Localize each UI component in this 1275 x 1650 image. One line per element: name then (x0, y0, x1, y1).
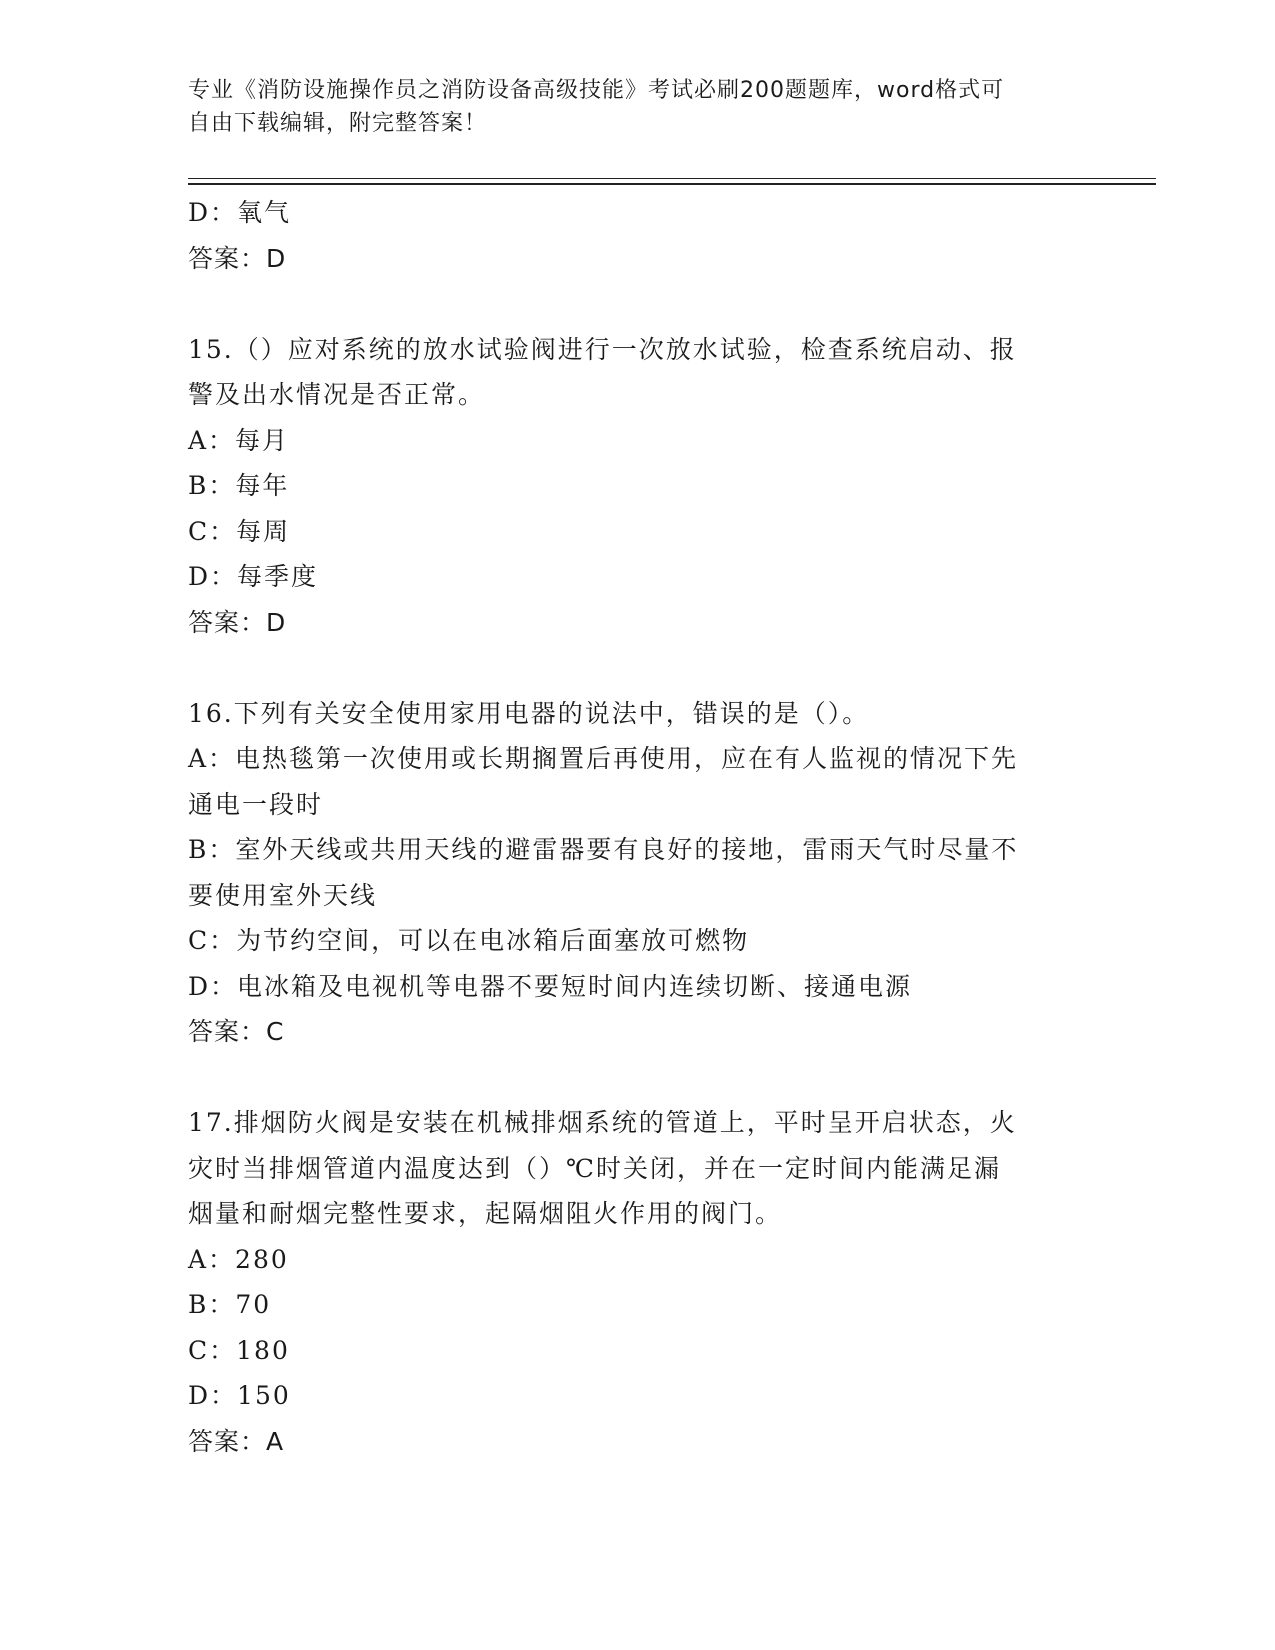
answer-line: 答案：A (188, 1426, 285, 1456)
option-a: A：每月 (188, 425, 290, 455)
question-17 (188, 1100, 1088, 1464)
answer-line: 答案：C (188, 1017, 285, 1046)
page-header (188, 74, 1088, 140)
option-a: A：280 (188, 1244, 289, 1274)
option-b: B：70 (188, 1290, 272, 1319)
answer-line: 答案：D (188, 607, 287, 637)
question-text: 16.下列有关安全使用家用电器的说法中，错误的是（）。 (188, 698, 870, 728)
question-text: 15.（）应对系统的放水试验阀进行一次放水试验，检查系统启动、报 (188, 334, 1017, 364)
option-c: C：180 (188, 1335, 290, 1365)
question-text: 17.排烟防火阀是安装在机械排烟系统的管道上，平时呈开启状态，火 (188, 1108, 1017, 1137)
question-text: 烟量和耐烟完整性要求，起隔烟阻火作用的阀门。 (188, 1199, 783, 1228)
option-a: A：电热毯第一次使用或长期搁置后再使用，应在有人监视的情况下先 (188, 744, 1019, 773)
option-a-continued: 通电一段时 (188, 789, 324, 819)
header-line-1: 专业《消防设施操作员之消防设备高级技能》考试必刷200题题库，word格式可 (188, 78, 1005, 103)
spacer (188, 1055, 1088, 1101)
header-line-2: 自由下载编辑，附完整答案！ (188, 111, 488, 136)
option-d: D：150 (188, 1381, 291, 1410)
spacer (188, 645, 1088, 691)
previous-question-tail (188, 190, 1088, 281)
option-d: D：氧气 (188, 198, 292, 227)
spacer (188, 281, 1088, 327)
question-text: 警及出水情况是否正常。 (188, 380, 486, 409)
question-16 (188, 691, 1088, 1055)
option-b: B：每年 (188, 471, 290, 500)
answer-line: 答案：D (188, 243, 287, 273)
option-d: D：每季度 (188, 562, 319, 591)
header-divider-thick (188, 183, 1156, 185)
option-b: B：室外天线或共用天线的避雷器要有良好的接地，雷雨天气时尽量不 (188, 835, 1019, 864)
question-list (188, 190, 1088, 1464)
header-divider-thin (188, 178, 1156, 179)
option-b-continued: 要使用室外天线 (188, 880, 378, 910)
option-d: D：电冰箱及电视机等电器不要短时间内连续切断、接通电源 (188, 971, 913, 1001)
option-c: C：每周 (188, 516, 291, 546)
question-15 (188, 327, 1088, 646)
option-c: C：为节约空间，可以在电冰箱后面塞放可燃物 (188, 926, 750, 955)
question-text: 灾时当排烟管道内温度达到（）℃时关闭，并在一定时间内能满足漏 (188, 1153, 1001, 1183)
